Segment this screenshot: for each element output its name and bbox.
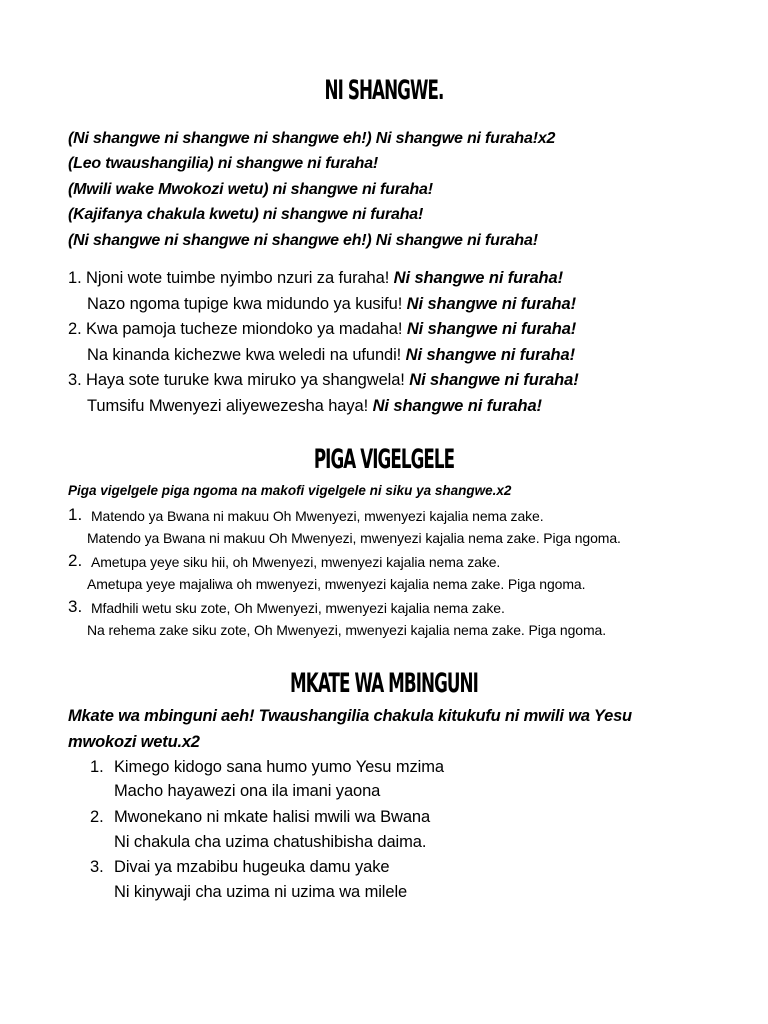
- verse-line: Ametupa yeye siku hii, oh Mwenyezi, mwenyezi kajalia nema zake.: [91, 554, 501, 570]
- verse-line: Mwonekano ni mkate halisi mwili wa Bwana: [114, 808, 431, 826]
- chorus-line: (Mwili wake Mwokozi wetu) ni shangwe ni furaha!: [68, 181, 433, 198]
- verse-text: Na kinanda kichezwe kwa weledi na ufundi!: [87, 346, 402, 364]
- chorus-line: Mkate wa mbinguni aeh! Twaushangilia chakula kitukufu ni mwili wa Yesu: [68, 707, 632, 725]
- chorus-line: (Ni shangwe ni shangwe ni shangwe eh!) Ni shangwe ni furaha!: [68, 232, 538, 249]
- verse-line: Na rehema zake siku zote, Oh Mwenyezi, mwenyezi kajalia nema zake. Piga ngoma.: [87, 622, 606, 638]
- verse-response: Ni shangwe ni furaha!: [372, 397, 542, 415]
- chorus-line: (Ni shangwe ni shangwe ni shangwe eh!) Ni shangwe ni furaha!x2: [68, 130, 556, 147]
- song-title-mkate-wa-mbinguni: MKATE WA MBINGUNI: [290, 668, 478, 699]
- verse-text: Tumsifu Mwenyezi aliyewezesha haya!: [87, 397, 369, 415]
- verse-text: 1. Njoni wote tuimbe nyimbo nzuri za furaha!: [68, 269, 390, 287]
- verse-line: Matendo ya Bwana ni makuu Oh Mwenyezi, mwenyezi kajalia nema zake. Piga ngoma.: [87, 530, 621, 546]
- verse-line: Divai ya mzabibu hugeuka damu yake: [114, 858, 390, 876]
- verse-number: 3.: [90, 858, 104, 876]
- verse-text: Nazo ngoma tupige kwa midundo ya kusifu!: [87, 295, 403, 313]
- verse-response: Ni shangwe ni furaha!: [409, 371, 579, 389]
- chorus-line: Piga vigelgele piga ngoma na makofi vigelgele ni siku ya shangwe.x2: [68, 483, 512, 498]
- verse-line: [87, 346, 575, 365]
- chorus-line: mwokozi wetu.x2: [68, 733, 200, 751]
- verse-response: Ni shangwe ni furaha!: [405, 346, 575, 364]
- verse-response: Ni shangwe ni furaha!: [406, 320, 577, 338]
- verse-line: Ni chakula cha uzima chatushibisha daima.: [114, 833, 427, 851]
- verse-number: 2.: [90, 808, 104, 826]
- verse-number: 1.: [90, 758, 104, 776]
- verse-line: Kimego kidogo sana humo yumo Yesu mzima: [114, 758, 444, 776]
- verse-line: [68, 320, 576, 339]
- verse-line: Matendo ya Bwana ni makuu Oh Mwenyezi, mwenyezi kajalia nema zake.: [91, 508, 544, 524]
- chorus-line: (Kajifanya chakula kwetu) ni shangwe ni furaha!: [68, 206, 424, 223]
- verse-response: Ni shangwe ni furaha!: [406, 295, 577, 313]
- verse-line: Macho hayawezi ona ila imani yaona: [114, 782, 381, 800]
- verse-text: 3. Haya sote turuke kwa miruko ya shangwela!: [68, 371, 405, 389]
- verse-line: [87, 295, 576, 314]
- verse-line: [68, 269, 563, 288]
- verse-line: Mfadhili wetu sku zote, Oh Mwenyezi, mwenyezi kajalia nema zake.: [91, 600, 505, 616]
- verse-number: 3.: [68, 597, 83, 616]
- verse-line: Ni kinywaji cha uzima ni uzima wa milele: [114, 883, 408, 901]
- song-title-ni-shangwe: NI SHANGWE.: [324, 75, 444, 106]
- verse-line: Ametupa yeye majaliwa oh mwenyezi, mwenyezi kajalia nema zake. Piga ngoma.: [87, 576, 586, 592]
- verse-number: 2.: [68, 551, 83, 570]
- song-title-piga-vigelgele: PIGA VIGELGELE: [313, 444, 455, 475]
- verse-number: 1.: [68, 505, 83, 524]
- chorus-line: (Leo twaushangilia) ni shangwe ni furaha!: [68, 155, 379, 172]
- verse-line: [68, 371, 579, 390]
- verse-line: [87, 397, 542, 416]
- verse-text: 2. Kwa pamoja tucheze miondoko ya madaha!: [68, 320, 403, 338]
- verse-response: Ni shangwe ni furaha!: [393, 269, 564, 287]
